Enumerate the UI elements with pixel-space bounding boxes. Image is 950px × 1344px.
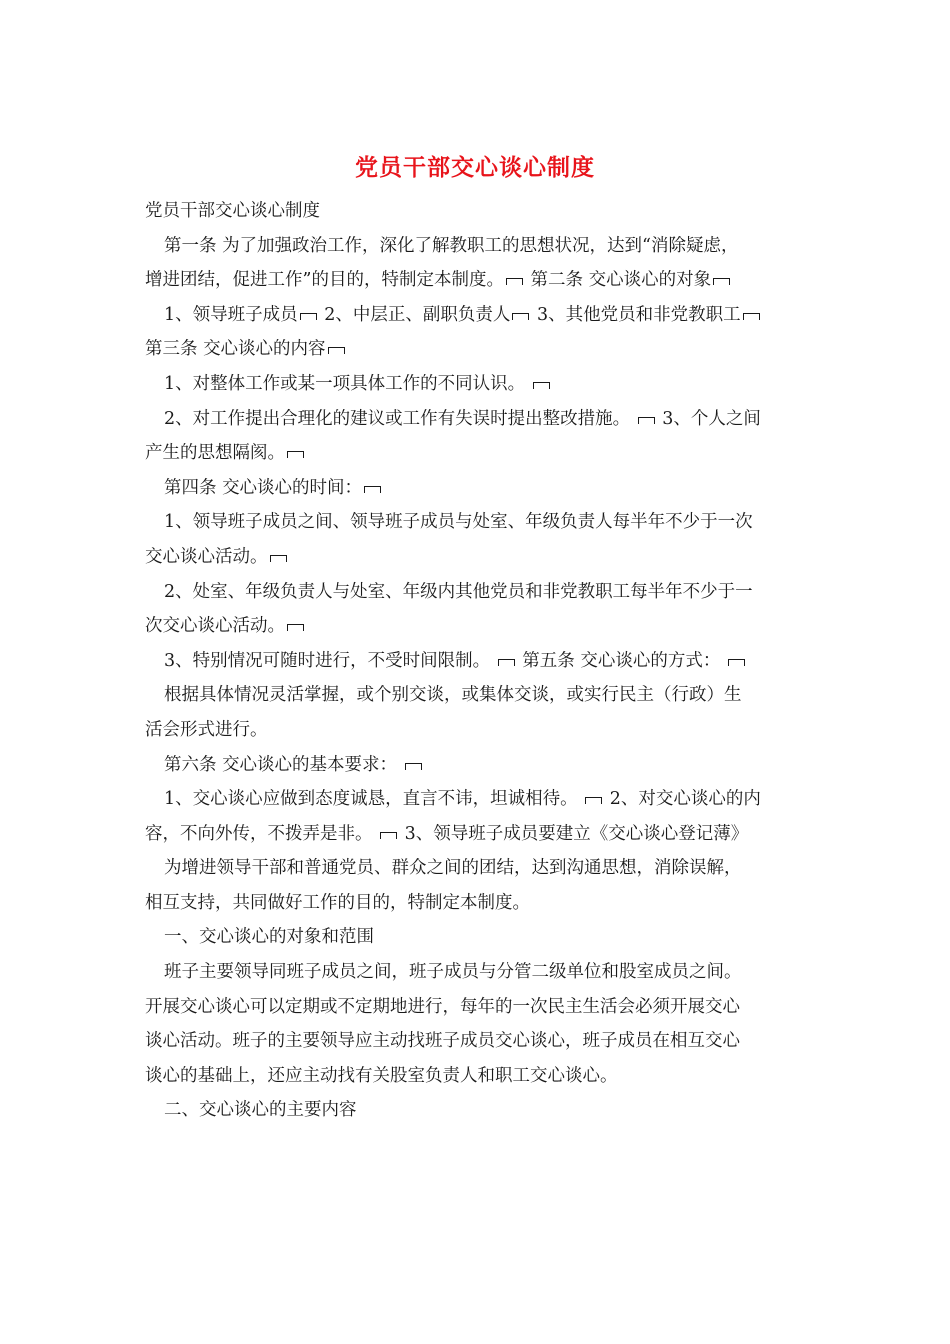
text-line: 1、领导班子成员 2、中层正、副职负责人 3、其他党员和非党教职工 <box>145 298 810 333</box>
text-line: 1、领导班子成员之间、领导班子成员与处室、年级负责人每半年不少于一次 <box>164 512 753 533</box>
line-break-icon <box>328 344 345 356</box>
text-line: 2、处室、年级负责人与处室、年级内其他党员和非党教职工每半年不少于一 <box>164 581 753 602</box>
line-break-icon <box>506 275 523 287</box>
text-line: 第六条 交心谈心的基本要求： <box>145 748 810 783</box>
text-line: 3、特别情况可随时进行，不受时间限制。 第五条 交心谈心的方式： <box>145 644 810 679</box>
line-break-icon <box>364 483 381 495</box>
text-line: 一、交心谈心的对象和范围 <box>164 927 374 948</box>
text-line: 开展交心谈心可以定期或不定期地进行，每年的一次民主生活会必须开展交心 <box>145 996 740 1017</box>
text-line: 容，不向外传，不拨弄是非。 3、领导班子成员要建立《交心谈心登记薄》 <box>145 823 749 844</box>
line-break-icon <box>585 794 602 806</box>
text-line: 产生的思想隔阂。 <box>145 436 810 471</box>
text-line: 相互支持，共同做好工作的目的，特制定本制度。 <box>145 892 530 913</box>
line-break-icon <box>270 552 287 564</box>
document-body <box>145 194 810 1128</box>
text-line: 2、对工作提出合理化的建议或工作有失误时提出整改措施。 3、个人之间 <box>164 408 761 429</box>
text-line: 活会形式进行。 <box>145 719 268 740</box>
text-line: 党员干部交心谈心制度 <box>145 201 320 221</box>
text-line: 根据具体情况灵活掌握，或个别交谈，或集体交谈，或实行民主（行政）生 <box>164 685 742 706</box>
text-line: 次交心谈心活动。 <box>145 609 810 644</box>
line-break-icon <box>405 760 422 772</box>
text-line: 第三条 交心谈心的内容 <box>145 332 810 367</box>
text-line: 为增进领导干部和普通党员、群众之间的团结，达到沟通思想，消除误解， <box>164 858 742 879</box>
line-break-icon <box>512 310 529 322</box>
line-break-icon <box>533 379 550 391</box>
line-break-icon <box>287 448 304 460</box>
text-line: 1、对整体工作或某一项具体工作的不同认识。 <box>145 367 810 402</box>
text-line: 增进团结，促进工作”的目的，特制定本制度。 第二条 交心谈心的对象 <box>145 263 810 298</box>
text-line: 班子主要领导同班子成员之间，班子成员与分管二级单位和股室成员之间。 <box>164 962 742 983</box>
line-break-icon <box>638 414 655 426</box>
line-break-icon <box>300 310 317 322</box>
line-break-icon <box>287 621 304 633</box>
text-line: 谈心的基础上，还应主动找有关股室负责人和职工交心谈心。 <box>145 1065 618 1086</box>
text-line: 1、交心谈心应做到态度诚恳，直言不讳，坦诚相待。 2、对交心谈心的内 <box>164 789 761 810</box>
line-break-icon <box>380 829 397 841</box>
line-break-icon <box>713 275 730 287</box>
line-break-icon <box>498 656 515 668</box>
text-line: 第一条 为了加强政治工作，深化了解教职工的思想状况，达到“消除疑虑， <box>164 235 739 256</box>
document-title: 党员干部交心谈心制度 <box>355 154 595 181</box>
line-break-icon <box>743 310 760 322</box>
text-line: 谈心活动。班子的主要领导应主动找班子成员交心谈心，班子成员在相互交心 <box>145 1031 740 1052</box>
text-line: 二、交心谈心的主要内容 <box>164 1100 357 1121</box>
text-line: 第四条 交心谈心的时间： <box>145 471 810 506</box>
line-break-icon <box>728 656 745 668</box>
text-line: 交心谈心活动。 <box>145 540 810 575</box>
